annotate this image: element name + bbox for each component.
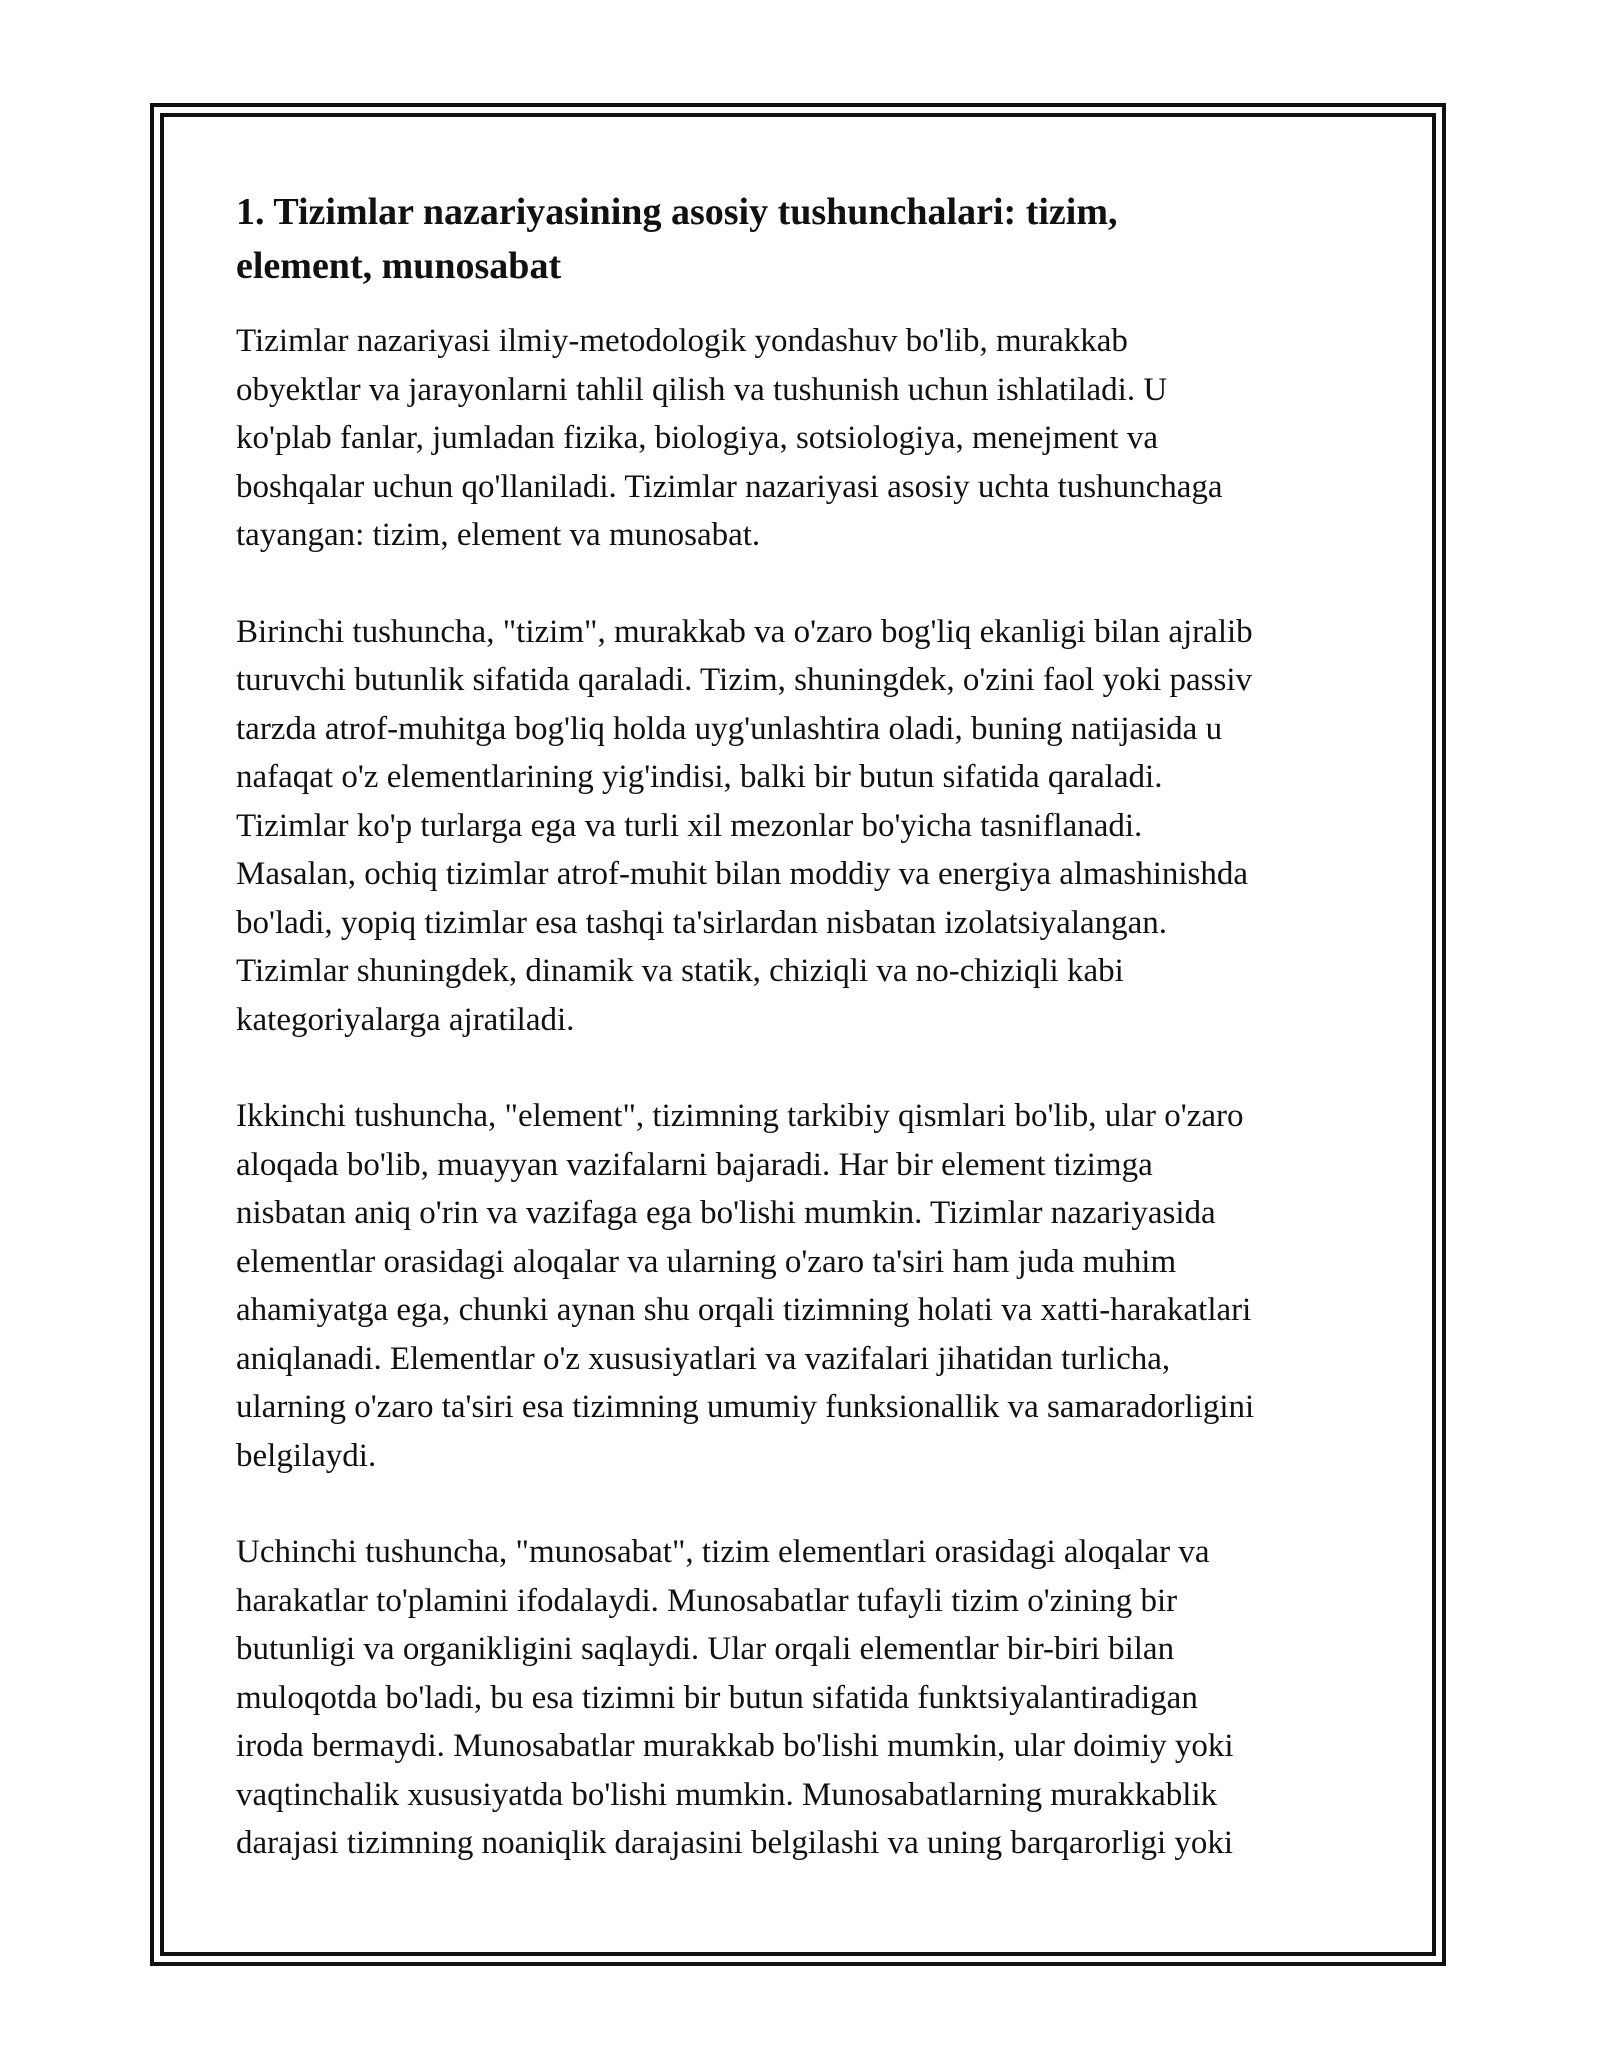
text-line: bo'ladi, yopiq tizimlar esa tashqi ta'sirlardan nisbatan izolatsiyalangan. <box>236 904 1168 941</box>
text-line: butunligi va organikligini saqlaydi. Ular orqali elementlar bir-biri bilan <box>236 1631 1175 1667</box>
text-line: tayangan: tizim, element va munosabat. <box>236 517 761 553</box>
heading-line: 1. Tizimlar nazariyasining asosiy tushunchalari: tizim, <box>236 191 1118 233</box>
heading-line: element, munosabat <box>236 245 562 287</box>
text-line: nafaqat o'z elementlarining yig'indisi, balki bir butun sifatida qaraladi. <box>236 759 1163 795</box>
section-heading <box>236 185 1236 293</box>
text-line: elementlar orasidagi aloqalar va ularning o'zaro ta'siri ham juda muhim <box>236 1243 1177 1280</box>
text-line: ularning o'zaro ta'siri esa tizimning umumiy funksionallik va samaradorligini <box>236 1389 1255 1425</box>
text-line: kategoriyalarga ajratiladi. <box>236 1001 575 1038</box>
text-line: aloqada bo'lib, muayyan vazifalarni bajaradi. Har bir element tizimga <box>236 1146 1153 1183</box>
text-line: tarzda atrof-muhitga bog'liq holda uyg'unlashtira oladi, buning natijasida u <box>236 710 1223 747</box>
text-line: vaqtinchalik xususiyatda bo'lishi mumkin. Munosabatlarning murakkablik <box>236 1776 1218 1813</box>
text-line: Ikkinchi tushuncha, "element", tizimning tarkibiy qismlari bo'lib, ular o'zaro <box>236 1098 1244 1134</box>
paragraph-tizim <box>236 608 1376 1045</box>
text-line: Masalan, ochiq tizimlar atrof-muhit bilan moddiy va energiya almashinishda <box>236 856 1249 892</box>
text-line: iroda bermaydi. Munosabatlar murakkab bo'lishi mumkin, ular doimiy yoki <box>236 1728 1234 1764</box>
text-line: Tizimlar nazariyasi ilmiy-metodologik yondashuv bo'lib, murakkab <box>236 323 1128 359</box>
text-line: nisbatan aniq o'rin va vazifaga ega bo'lishi mumkin. Tizimlar nazariyasida <box>236 1195 1216 1231</box>
paragraph-element <box>236 1092 1376 1480</box>
text-line: belgilaydi. <box>236 1437 377 1474</box>
text-line: ahamiyatga ega, chunki aynan shu orqali tizimning holati va xatti-harakatlari <box>236 1292 1252 1328</box>
text-line: boshqalar uchun qo'llaniladi. Tizimlar nazariyasi asosiy uchta tushunchaga <box>236 468 1223 505</box>
text-line: Uchinchi tushuncha, "munosabat", tizim elementlari orasidagi aloqalar va <box>236 1534 1210 1570</box>
text-line: Birinchi tushuncha, "tizim", murakkab va o'zaro bog'liq ekanligi bilan ajralib <box>236 613 1253 650</box>
text-line: turuvchi butunlik sifatida qaraladi. Tizim, shuningdek, o'zini faol yoki passiv <box>236 662 1252 698</box>
text-line: muloqotda bo'ladi, bu esa tizimni bir butun sifatida funktsiyalantiradigan <box>236 1679 1198 1716</box>
paragraph-munosabat <box>236 1528 1376 1868</box>
text-line: ko'plab fanlar, jumladan fizika, biologiya, sotsiologiya, menejment va <box>236 420 1158 456</box>
text-line: harakatlar to'plamini ifodalaydi. Munosabatlar tufayli tizim o'zining bir <box>236 1582 1178 1619</box>
text-line: darajasi tizimning noaniqlik darajasini belgilashi va uning barqarorligi yoki <box>236 1825 1234 1861</box>
document-body <box>236 185 1376 1916</box>
text-line: obyektlar va jarayonlarni tahlil qilish va tushunish uchun ishlatiladi. U <box>236 371 1168 408</box>
text-line: aniqlanadi. Elementlar o'z xususiyatlari va vazifalari jihatidan turlicha, <box>236 1340 1171 1377</box>
paragraph-intro <box>236 317 1376 560</box>
text-line: Tizimlar ko'p turlarga ega va turli xil mezonlar bo'yicha tasniflanadi. <box>236 807 1143 844</box>
text-line: Tizimlar shuningdek, dinamik va statik, chiziqli va no-chiziqli kabi <box>236 953 1124 989</box>
